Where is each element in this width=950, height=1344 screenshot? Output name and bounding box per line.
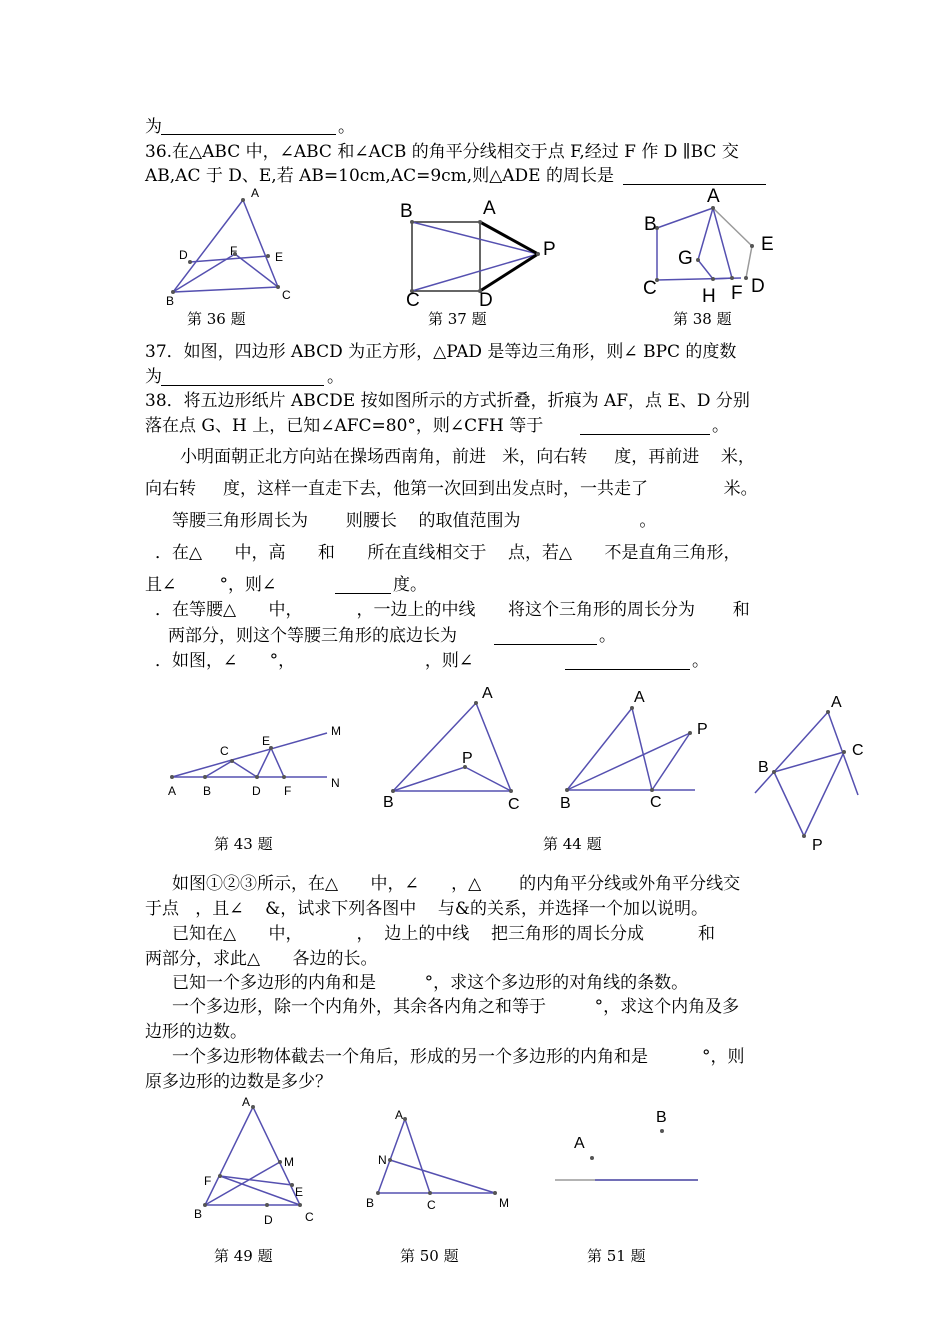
fig38-label-E: E <box>761 234 774 255</box>
caption-36: 第 36 题 <box>187 310 246 328</box>
q43-line: ．如图，∠ °， ，则∠ <box>155 651 474 671</box>
figure-36 <box>160 185 310 310</box>
caption-37: 第 37 题 <box>428 310 487 328</box>
q39-line1: 小明面朝正北方向站在操场西南角，前进 米，向右转 度，再前进 米， <box>180 447 755 467</box>
fig43-label-N: N <box>331 776 340 790</box>
q49-line1: 一个多边形物体截去一个角后，形成的另一个多边形的内角和是 °，则 <box>172 1047 745 1067</box>
answer-blank[interactable] <box>580 434 710 435</box>
q38-end: 。 <box>712 416 729 436</box>
fig38-label-B: B <box>644 214 657 235</box>
fig38-label-C: C <box>643 278 657 299</box>
fig44b-label-A: A <box>634 689 645 706</box>
fig49-label-B: B <box>194 1207 203 1221</box>
q42-end: 。 <box>599 626 616 646</box>
fig44a-label-C: C <box>508 796 520 813</box>
caption-49: 第 49 题 <box>214 1247 273 1265</box>
fig37-label-A: A <box>483 198 496 219</box>
fig38-label-G: G <box>678 248 693 269</box>
fig44b-label-P: P <box>697 721 708 738</box>
fig44a-label-P: P <box>462 750 473 767</box>
q38-line1: 38．将五边形纸片 ABCDE 按如图所示的方式折叠，折痕为 AF，点 E、D 分别 <box>145 391 750 411</box>
fig36-label-B: B <box>166 294 175 308</box>
fig43-label-D: D <box>252 784 261 798</box>
figure-51 <box>550 1100 710 1190</box>
q48-line2: 边形的边数。 <box>145 1022 247 1042</box>
q42-line1: ．在等腰△ 中， ，一边上的中线 将这个三角形的周长分为 和 <box>155 600 750 620</box>
fig38-label-D: D <box>751 276 765 297</box>
q41-line2: 且∠ °，则∠ <box>145 575 277 595</box>
fig44c-label-A: A <box>831 694 842 711</box>
q37-line2: 为 <box>145 367 162 387</box>
q36-line2: AB,AC 于 D、E,若 AB=10cm,AC=9cm,则△ADE 的周长是 <box>145 166 614 186</box>
fig51-label-B: B <box>656 1109 667 1126</box>
q47-line: 已知一个多边形的内角和是 °，求这个多边形的对角线的条数。 <box>172 973 689 993</box>
figure-44a <box>378 683 538 818</box>
fig50-label-B: B <box>366 1196 375 1210</box>
fig36-label-A: A <box>251 186 260 200</box>
fig50-label-A: A <box>395 1108 404 1122</box>
fig49-label-A: A <box>242 1095 251 1109</box>
fig38-label-H: H <box>702 286 716 307</box>
q38-line2: 落在点 G、H 上，已知∠AFC=80°，则∠CFH 等于 <box>145 416 544 436</box>
answer-blank[interactable] <box>335 593 391 594</box>
answer-blank[interactable] <box>161 134 336 135</box>
answer-blank[interactable] <box>161 385 324 386</box>
fig43-label-C: C <box>220 744 229 758</box>
fig44b-label-C: C <box>650 794 662 811</box>
q46-line2: 两部分，求此△ 各边的长。 <box>145 949 378 969</box>
fig36-label-D: D <box>179 248 188 262</box>
fig43-label-M: M <box>331 724 341 738</box>
fig37-label-D: D <box>479 290 493 311</box>
q36-line1: 36.在△ABC 中，∠ABC 和∠ACB 的角平分线相交于点 F,经过 F 作 D ∥BC 交 <box>145 142 739 162</box>
fig44a-label-B: B <box>383 794 394 811</box>
fig37-label-C: C <box>406 290 420 311</box>
fig49-label-E: E <box>295 1185 304 1199</box>
fig36-label-F: F <box>230 244 238 258</box>
q43-end: 。 <box>692 651 709 671</box>
q41-line1: ．在△ 中，高 和 所在直线相交于 点，若△ 不是直角三角形， <box>155 543 741 563</box>
caption-50: 第 50 题 <box>400 1247 459 1265</box>
caption-51: 第 51 题 <box>587 1247 646 1265</box>
q39-line2: 向右转 度，这样一直走下去，他第一次回到出发点时，一共走了 米。 <box>145 479 758 499</box>
fig43-label-E: E <box>262 734 271 748</box>
fig44c-label-C: C <box>852 742 864 759</box>
fig50-label-N: N <box>378 1153 387 1167</box>
fig38-label-A: A <box>707 186 720 207</box>
fig49-label-D: D <box>264 1213 273 1227</box>
caption-43: 第 43 题 <box>214 835 273 853</box>
figure-37 <box>395 195 570 310</box>
line-l1: 为 <box>145 117 162 137</box>
fig43-label-A: A <box>168 784 177 798</box>
figure-50 <box>360 1105 520 1215</box>
fig50-label-C: C <box>427 1198 436 1212</box>
fig51-label-A: A <box>574 1135 585 1152</box>
q45-line2: 于点 ，且∠ &，试求下列各图中 与&的关系，并选择一个加以说明。 <box>145 899 708 919</box>
fig43-label-F: F <box>284 784 292 798</box>
q48-line1: 一个多边形，除一个内角外，其余各内角之和等于 °，求这个内角及多 <box>172 997 740 1017</box>
fig43-label-B: B <box>203 784 212 798</box>
fig50-label-M: M <box>499 1196 509 1210</box>
line-l1-end: 。 <box>338 117 355 137</box>
q37-line1: 37．如图，四边形 ABCD 为正方形，△PAD 是等边三角形，则∠ BPC 的度数 <box>145 342 737 362</box>
answer-blank[interactable] <box>565 669 690 670</box>
fig44c-label-P: P <box>812 837 823 854</box>
fig49-label-M: M <box>284 1155 294 1169</box>
fig44a-label-A: A <box>482 685 493 702</box>
q37-end: 。 <box>327 367 344 387</box>
fig36-label-E: E <box>275 250 284 264</box>
q41-end: 度。 <box>393 575 427 595</box>
q40-line: 等腰三角形周长为 则腰长 的取值范围为 。 <box>172 511 657 531</box>
fig44c-label-B: B <box>758 759 769 776</box>
figure-43 <box>160 715 360 805</box>
figure-38 <box>635 180 785 305</box>
figure-44c <box>740 690 880 860</box>
figure-49 <box>185 1095 330 1230</box>
fig36-label-C: C <box>282 288 291 302</box>
q46-line1: 已知在△ 中， ， 边上的中线 把三角形的周长分成 和 <box>172 924 715 944</box>
caption-38: 第 38 题 <box>673 310 732 328</box>
fig49-label-F: F <box>204 1174 212 1188</box>
fig44b-label-B: B <box>560 795 571 812</box>
caption-44: 第 44 题 <box>543 835 602 853</box>
fig49-label-C: C <box>305 1210 314 1224</box>
fig37-label-B: B <box>400 201 413 222</box>
fig37-label-P: P <box>543 239 556 260</box>
answer-blank[interactable] <box>494 644 597 645</box>
q42-line2: 两部分，则这个等腰三角形的底边长为 <box>168 626 457 646</box>
figure-44b <box>555 683 720 813</box>
fig38-label-F: F <box>731 283 743 304</box>
q45-line1: 如图①②③所示，在△ 中，∠ ，△ 的内角平分线或外角平分线交 <box>172 874 741 894</box>
q49-line2: 原多边形的边数是多少？ <box>145 1072 332 1092</box>
